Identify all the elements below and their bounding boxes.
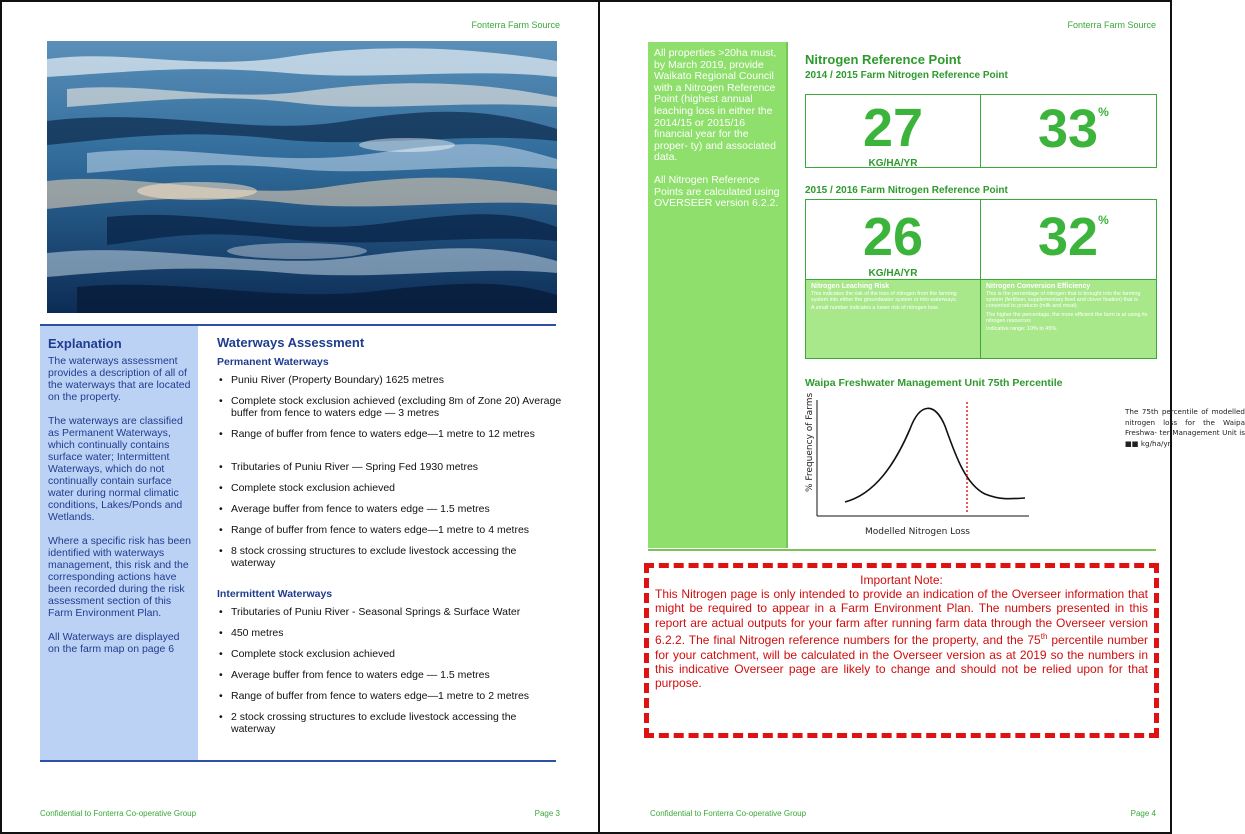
year2-title: 2015 / 2016 Farm Nitrogen Reference Point (805, 185, 1008, 196)
sidebar-paragraph: All properties >20ha must, by March 2019, provide Waikato Regional Council with a Nitrogen Reference Point (highest annual leaching loss in either the 2014/15 or 2015/16 financial year for the proper- ty) and associated data. (654, 47, 777, 164)
permanent-list-2 (217, 461, 562, 569)
water-photo (47, 41, 557, 313)
explanation-panel (40, 326, 198, 760)
info-boxes (805, 279, 1157, 359)
conversion-title: Nitrogen Conversion Efficiency (986, 283, 1091, 290)
efficiency-value: 32 (1038, 207, 1099, 267)
percent-sign: % (1098, 213, 1109, 227)
leaching-risk-text: This indicates the risk of the loss of nitrogen from the farming system into either the groundwater system or into waterways. (811, 291, 958, 304)
page-3 (2, 0, 598, 834)
sidebar-paragraph: All Nitrogen Reference Points are calculated using OVERSEER version 6.2.2. (654, 173, 780, 210)
intermittent-list (217, 606, 562, 735)
conversion-text: This is the percentage of nitrogen that is brought into the farming system (fertiliser, supplementary feed and clover fixation) that is converted to products (milk and meat). (986, 291, 1141, 310)
x-axis-label: Modelled Nitrogen Loss (865, 527, 970, 537)
explanation-paragraph: The waterways assessment provides a description of all of the waterways that are located on the property. (48, 355, 191, 403)
percentile-figure (805, 392, 1245, 540)
note-text-part1: This Nitrogen page is only intended to provide an indication of the Overseer information that might be required to appear in a Farm Environment Plan. The numbers presented in this report are actual outputs for your farm after running farm data through the Overseer version 6.2.2. The final Nitrogen reference numbers for the property, and the 75 (655, 587, 1148, 648)
unit-label: KG/HA/YR (868, 268, 918, 279)
leaching-value: 26 (862, 207, 924, 267)
leaching-box (805, 94, 981, 168)
list-item: • Puniu River (Property Boundary) 1625 metres (217, 374, 562, 386)
year2-stats (805, 199, 1157, 279)
list-item: • 2 stock crossing structures to exclude livestock accessing the waterway (217, 711, 562, 735)
year1-title: 2014 / 2015 Farm Nitrogen Reference Point (805, 70, 1008, 81)
page-header: Fonterra Farm Source (1067, 20, 1156, 30)
note-text-part2: percentile number for your catchment, will be calculated in the Overseer version as at 2019 so the numbers in this indicative Overseer page are likely to change and should not be relied upon for that purpose. (655, 633, 1148, 691)
leaching-risk-title: Nitrogen Leaching Risk (811, 283, 890, 290)
conversion-text: Indicative range: 10% to 45%. (986, 326, 1058, 333)
note-title: Important Note: (860, 573, 943, 587)
waterways-title: Waterways Assessment (217, 335, 365, 350)
list-item: • Range of buffer from fence to waters edge—1 metre to 12 metres (217, 428, 562, 440)
leaching-box (805, 199, 981, 279)
waipa-title: Waipa Freshwater Management Unit 75th Percentile (805, 377, 1063, 389)
distribution-curve (805, 394, 1157, 540)
explanation-title: Explanation (48, 336, 122, 351)
note-text (655, 587, 1148, 691)
efficiency-box (981, 199, 1157, 279)
conversion-efficiency-box (981, 279, 1157, 359)
permanent-list-1 (217, 374, 562, 440)
page-footer: Confidential to Fonterra Co-operative Group (650, 809, 807, 818)
list-item: • Complete stock exclusion achieved (217, 648, 562, 660)
page-header: Fonterra Farm Source (471, 20, 560, 30)
permanent-waterways-title: Permanent Waterways (217, 356, 329, 368)
unit-label: KG/HA/YR (868, 158, 918, 169)
list-item: • Complete stock exclusion achieved (excluding 8m of Zone 20) Average buffer from fence to waters edge — 3 metres (217, 395, 562, 419)
list-item: • Average buffer from fence to waters edge — 1.5 metres (217, 503, 562, 515)
nitrogen-reference-heading (805, 52, 1155, 81)
page-number: Page 4 (1130, 809, 1156, 818)
efficiency-value: 33 (1038, 99, 1099, 159)
list-item: • Range of buffer from fence to waters edge—1 metre to 4 metres (217, 524, 562, 536)
note-superscript: th (1040, 632, 1048, 642)
page-number: Page 3 (534, 809, 560, 818)
y-axis-label: % Frequency of Farms (805, 392, 815, 492)
efficiency-value-wrap (1038, 99, 1109, 159)
percent-sign: % (1098, 105, 1109, 119)
waterways-assessment (217, 335, 562, 744)
percentile-note: The 75th percentile of modelled nitrogen loss for the Waipa Freshwa- ter Management Unit is ■■ kg/ha/yr (1125, 407, 1245, 448)
list-item: • Range of buffer from fence to waters edge—1 metre to 2 metres (217, 690, 562, 702)
bottom-rule (40, 760, 556, 762)
explanation-paragraph: The waterways are classified as Permanent Waterways, which continually contains surface water; Intermittent Waterways, which do not continually contain surface water during normal climatic conditions, Lakes/Ponds and Wetlands. (48, 415, 183, 523)
section-rule (648, 549, 1156, 551)
list-item: • Tributaries of Puniu River - Seasonal Springs & Surface Water (217, 606, 562, 618)
list-item: • Complete stock exclusion achieved (217, 482, 562, 494)
page-footer: Confidential to Fonterra Co-operative Group (40, 809, 197, 818)
leaching-value: 27 (862, 98, 924, 158)
curve-line (845, 408, 1025, 502)
list-item: • 450 metres (217, 627, 562, 639)
list-item: • 8 stock crossing structures to exclude livestock accessing the waterway (217, 545, 562, 569)
leaching-risk-text: A small number indicates a lower risk of nitrogen loss. (811, 305, 940, 312)
nitrogen-sidebar (648, 42, 786, 548)
leaching-risk-box (805, 279, 981, 359)
page-4 (600, 0, 1245, 834)
intermittent-waterways-title: Intermittent Waterways (217, 588, 333, 600)
important-note (644, 563, 1159, 738)
conversion-text: The higher the percentage, the more efficient the farm is at using its nitrogen resources (986, 311, 1148, 324)
efficiency-value-wrap (1038, 207, 1109, 267)
explanation-paragraph: Where a specific risk has been identified with waterways management, this risk and the corresponding actions have been recorded during the risk assessment section of this Farm Environment Plan. (48, 535, 191, 619)
nrp-title: Nitrogen Reference Point (805, 52, 962, 67)
list-item: • Tributaries of Puniu River — Spring Fed 1930 metres (217, 461, 562, 473)
efficiency-box (981, 94, 1157, 168)
explanation-paragraph: All Waterways are displayed on the farm map on page 6 (48, 631, 180, 655)
list-item: • Average buffer from fence to waters edge — 1.5 metres (217, 669, 562, 681)
year1-stats (805, 94, 1157, 168)
